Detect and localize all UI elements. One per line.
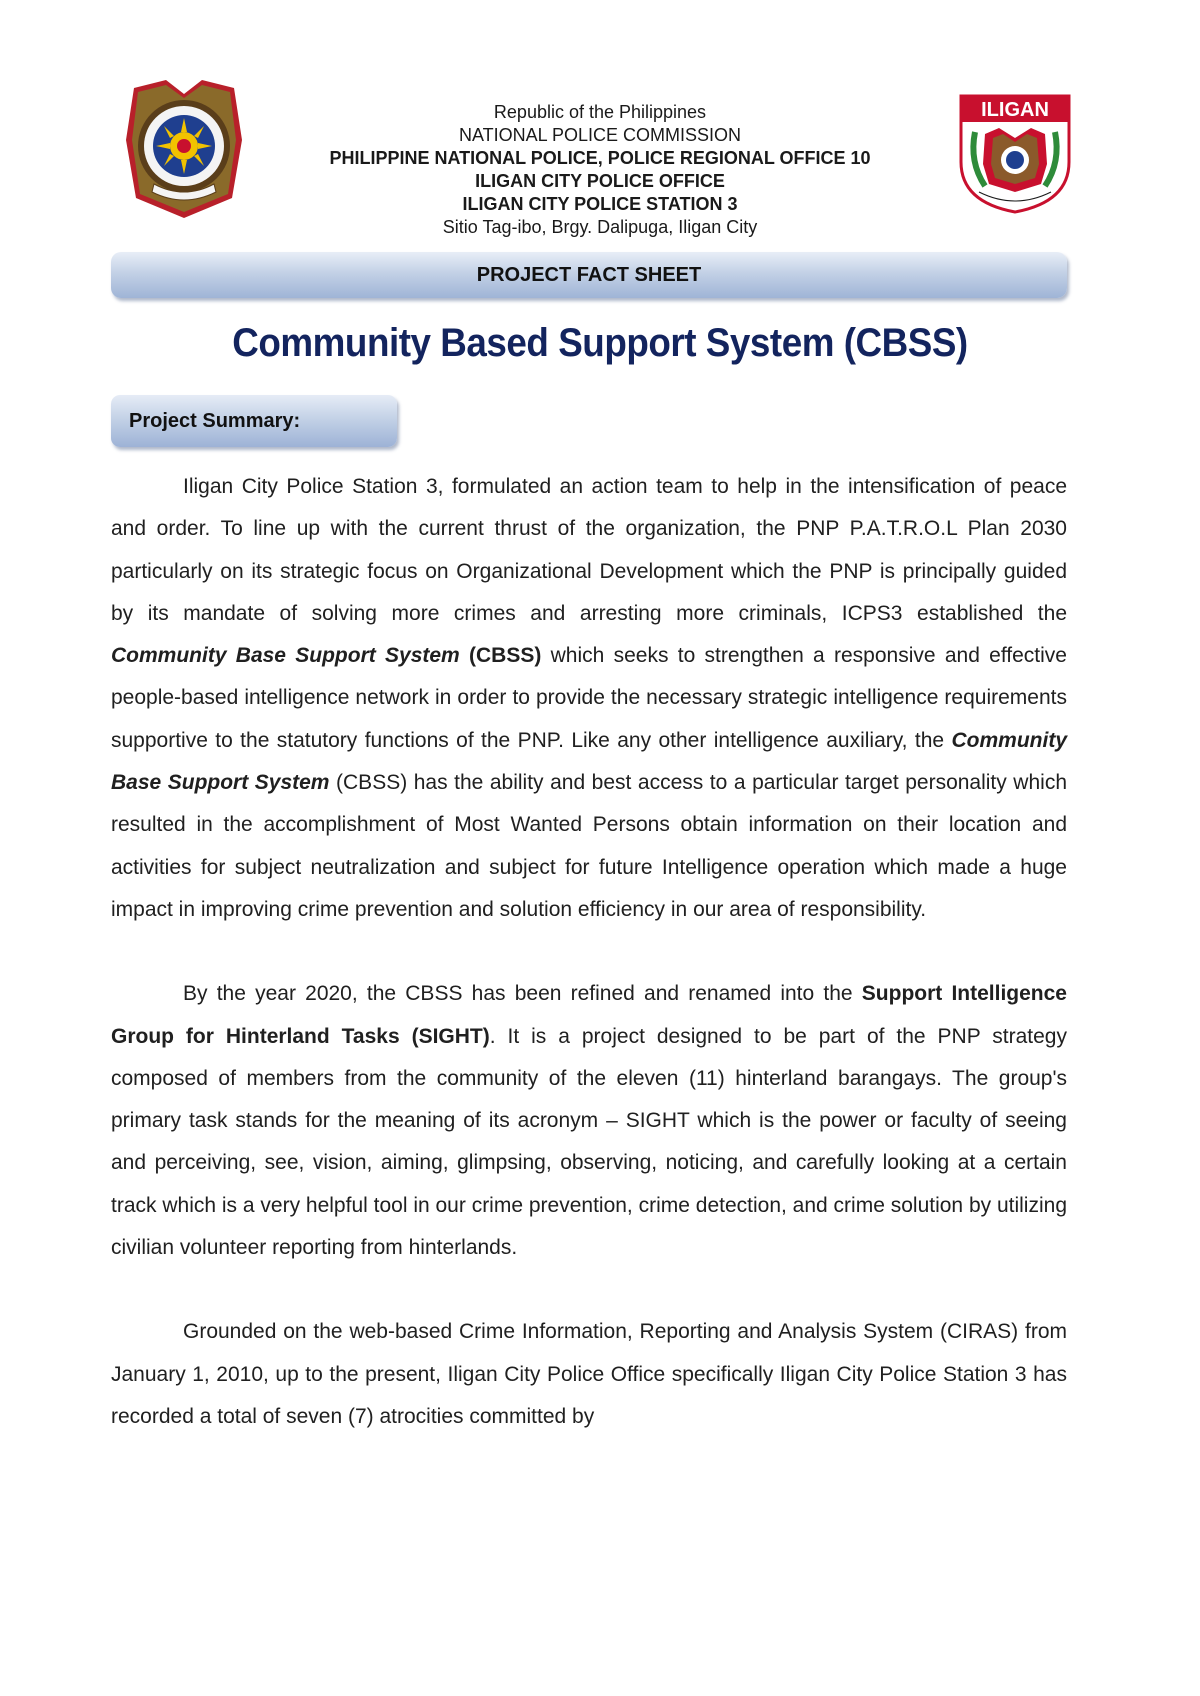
p2-text-2: . It is a project designed to be part of the PNP strategy composed of members from the community of the eleven (11) hinterland barangays. The group's primary task stands for the meaning of its acronym – SIGHT which is the power or faculty of seeing and perceiving, see, vision, aiming, glimpsing, observing, noticing, and carefully looking at a certain track which is a very helpful tool in our crime prevention, crime detection, and crime solution by utilizing civilian volunteer reporting from hinterlands. (111, 1024, 1067, 1260)
paragraph-2 (111, 973, 1067, 1269)
project-summary-heading (111, 395, 397, 447)
banner-label: PROJECT FACT SHEET (476, 263, 702, 286)
p1-emphasis-cbss-name: Community Base Support System (111, 644, 460, 668)
svg-text:ILIGAN: ILIGAN (981, 99, 1049, 121)
p2-emphasis-sight: Support Intelligence Group for Hinterland Tasks (SIGHT) (111, 982, 1067, 1048)
iligan-police-seal-icon (955, 92, 1075, 214)
project-summary-label: Project Summary: (129, 409, 301, 432)
p2-text-1: By the year 2020, the CBSS has been refined and renamed into the (183, 982, 862, 1006)
p1-text-3: (CBSS) has the ability and best access to a particular target personality which resulted in the accomplishment of Most Wanted Persons obtain information on their location and activities for subject neutralization and subject for future Intelligence operation which made a huge impact in improving crime prevention and solution efficiency in our area of responsibility. (111, 771, 1067, 921)
project-fact-sheet-banner (111, 252, 1067, 298)
station-line: ILIGAN CITY POLICE STATION 3 (462, 194, 738, 214)
commission-line: NATIONAL POLICE COMMISSION (458, 125, 742, 145)
p1-emphasis-cbss-name-2: Community Base Support System (111, 728, 1067, 795)
p3-text-1: Grounded on the web-based Crime Information, Reporting and Analysis System (CIRAS) from January 1, 2010, up to the present, Iligan City Police Office specifically Iligan City Police Station 3 has recorded a total of seven (7) atrocities committed by (111, 1320, 1067, 1428)
city-office-line: ILIGAN CITY POLICE OFFICE (475, 171, 725, 191)
p1-emphasis-cbss-acronym: (CBSS) (469, 644, 542, 668)
p1-text-1: Iligan City Police Station 3, formulated an action team to help in the intensification of peace and order. To line up with the current thrust of the organization, the PNP P.A.T.R.O.L Plan 2030 particularly on its strategic focus on Organizational Development which the PNP is principally guided by its mandate of solving more crimes and arresting more criminals, ICPS3 established the (111, 475, 1067, 625)
paragraph-3 (111, 1311, 1067, 1438)
document-title: Community Based Support System (CBSS) (232, 321, 968, 365)
regional-office-line: PHILIPPINE NATIONAL POLICE, POLICE REGIONAL OFFICE 10 (329, 148, 871, 168)
project-summary-body (111, 466, 1067, 1438)
republic-line: Republic of the Philippines (493, 102, 707, 122)
address-line: Sitio Tag-ibo, Brgy. Dalipuga, Iligan City (442, 217, 758, 237)
paragraph-1 (111, 466, 1067, 931)
p1-text-2: which seeks to strengthen a responsive and effective people-based intelligence network in order to provide the necessary strategic intelligence requirements supportive to the statutory functions of the PNP. Like any other intelligence auxiliary, the (111, 644, 1067, 752)
p1-text-space (460, 644, 469, 667)
